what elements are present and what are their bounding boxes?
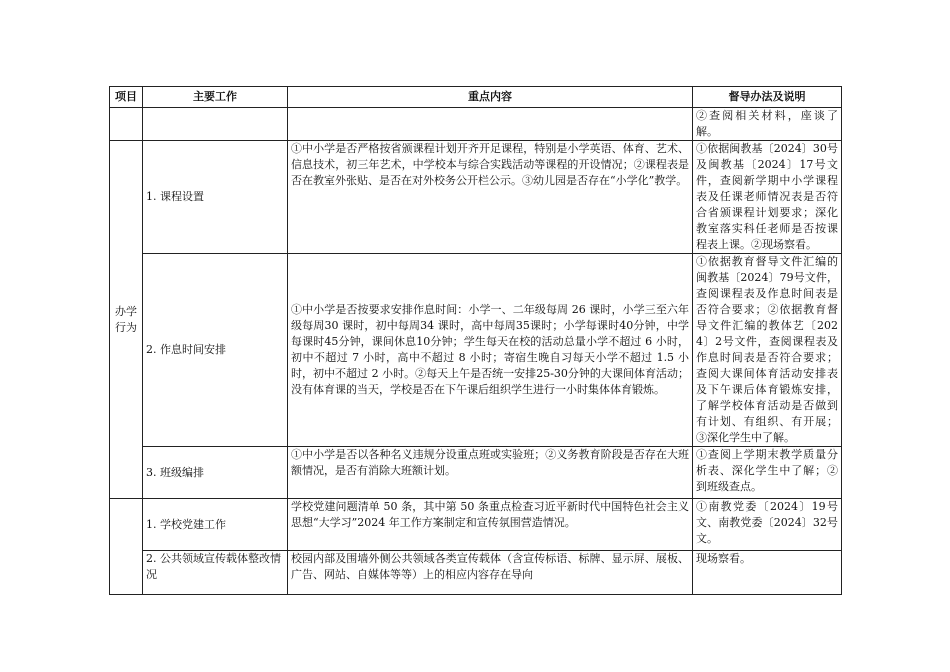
table-row — [110, 447, 842, 499]
cell-project-empty — [110, 108, 143, 141]
cell-project-section1: 办学行为 — [110, 141, 143, 499]
table-row — [110, 141, 842, 254]
table-row — [110, 254, 842, 447]
cell-points: ①中小学是否以各种名义违规分设重点班或实验班；②义务教育阶段是否存在大班额情况，是否有消除大班额计划。 — [288, 447, 693, 499]
table-row — [110, 551, 842, 595]
cell-points: 校园内部及围墙外侧公共领域各类宣传载体（含宣传标语、标牌、显示屏、展板、广告、网站、自媒体等等）上的相应内容存在导向 — [288, 551, 693, 595]
cell-work: 2. 作息时间安排 — [143, 254, 288, 447]
cell-work: 1. 学校党建工作 — [143, 499, 288, 551]
cell-work: 1. 课程设置 — [143, 141, 288, 254]
table-header-row — [110, 87, 842, 108]
cell-points: 学校党建问题清单 50 条，其中第 50 条重点检查习近平新时代中国特色社会主义思想“大学习”2024 年工作方案制定和宣传氛围营造情况。 — [288, 499, 693, 551]
supervision-table — [109, 86, 842, 595]
cell-work: 2. 公共领域宣传载体整改情况 — [143, 551, 288, 595]
cell-method: ②查阅相关材料，座谈了解。 — [693, 108, 842, 141]
cell-method: ①依据教育督导文件汇编的闽教基〔2024〕79号文件，查阅课程表及作息时间表是否符合要求；②依据教育督导文件汇编的教体艺〔2024〕2号文件，查阅课程表及作息时间表是否符合要求；查阅大课间体育活动安排表及下午课后体育锻炼安排，了解学校体育活动是否做到有计划、有组织、有开展；③深化学生中了解。 — [693, 254, 842, 447]
header-work: 主要工作 — [143, 87, 288, 108]
header-method: 督导办法及说明 — [693, 87, 842, 108]
table-row — [110, 499, 842, 551]
table-row-continued — [110, 108, 842, 141]
cell-points: ①中小学是否按要求安排作息时间：小学一、二年级每周 26 课时，小学三至六年级每周30 课时，初中每周34 课时，高中每周35课时；小学每课时40分钟，中学每课时45分钟，课间休息10分钟；学生每天在校的活动总量小学不超过 6 小时，初中不超过 7 小时，高中不超过 8 小时；寄宿生晚自习每天小学不超过 1.5 小时，初中不超过 2 小时。②每天上午是否统一安排25-30分钟的大课间体育活动；没有体育课的当天，学校是否在下午课后组织学生进行一小时集体体育锻炼。 — [288, 254, 693, 447]
cell-method: ①南教党委〔2024〕19号文、南教党委〔2024〕32号文。 — [693, 499, 842, 551]
cell-points-empty — [288, 108, 693, 141]
cell-method: ①查阅上学期末教学质量分析表、深化学生中了解；②到班级查点。 — [693, 447, 842, 499]
cell-method: 现场察看。 — [693, 551, 842, 595]
cell-work-empty — [143, 108, 288, 141]
cell-work: 3. 班级编排 — [143, 447, 288, 499]
cell-project-section2 — [110, 499, 143, 595]
cell-method: ①依据闽教基〔2024〕30号及闽教基〔2024〕17号文件，查阅新学期中小学课程表及任课老师情况表是否符合省颁课程计划要求；深化教室落实科任老师是否按课程表上课。②现场察看。 — [693, 141, 842, 254]
cell-points: ①中小学是否严格按省颁课程计划开齐开足课程，特别是小学英语、体育、艺术、信息技术，初三年艺术，中学校本与综合实践活动等课程的开设情况；②课程表是否在教室外张贴、是否在对外校务公开栏公示。③幼儿园是否存在“小学化”教学。 — [288, 141, 693, 254]
header-points: 重点内容 — [288, 87, 693, 108]
header-project: 项目 — [110, 87, 143, 108]
